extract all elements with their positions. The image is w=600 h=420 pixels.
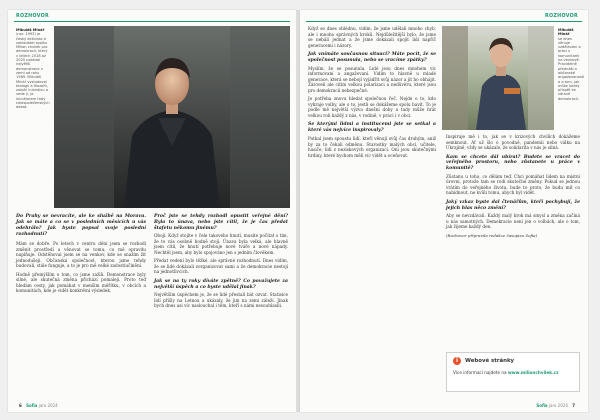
header-rule: [306, 21, 582, 22]
outdoor-photo: [442, 26, 554, 130]
left-col-1: [16, 214, 146, 402]
left-col-2: [154, 214, 288, 402]
info-icon: i: [453, 357, 461, 365]
outdoor-image: [442, 26, 554, 130]
answer-paragraph: Obojí. Když stojíte v čele takového hnutí, musíte počítat s tím, že to vás osobně hodně stojí. Únava byla velká, ale hlavně jsem cítil, že hnutí potřebuje nové tváře a nové nápady. Nechtěl jsem, aby bylo spojováno jen s jedním člověkem.: [154, 233, 290, 255]
answer-paragraph: Myslím, že se posunula. Lidé jsou dnes mnohem víc informovaní a angažovaní. Vidím to hlavně u mladé generace, která se nebojí vyjádřit svůj názor a jít ho obhájit. Zároveň ale cítím velkou polarizaci a nedůvěru, které jsou pro demokracii nebezpečné.: [308, 65, 438, 93]
caption-body: (nar. 1993) je český aktivista a zakladatel spolku Milion chvilek pro demokracii, který v letech 2018 až 2020 pořádal největší demonstrace v zemi od roku 1989. Mikuláš Minář vystudoval teologii a filozofii, založil iniciativu a vede ji, je iniciátorem řady celospolečenských debat.: [16, 32, 50, 110]
header-rule: [14, 21, 290, 22]
right-col-1: [308, 26, 436, 402]
section-tag: ROZHOVOR: [16, 14, 50, 19]
answer-paragraph: Zůstanu u toho, co dělám teď. Chci pomáhat lidem na místní úrovni, protože tam se rodí skutečné změny. Pokud se jednou vrátím do veřejného života, bude to proto, že budu mít co nabídnout, ne kvůli tomu, abych byl vidět.: [446, 173, 582, 196]
info-body: [453, 370, 573, 375]
caption-name: Mikuláš Minář: [16, 28, 45, 32]
issue-date: jaro 2024: [38, 403, 58, 408]
left-page: [8, 10, 296, 412]
answer-paragraph: Potkal jsem spoustu lidí, kteří věnují svůj čas druhým, aniž by za to čekali odměnu. Starostky malých obcí, učitele, hasiče, lidi z neziskových organizací. Oni jsou skutečnými hrdiny, které bychom měli víc vidět a oceňovat.: [308, 136, 438, 158]
portrait-photo: [54, 26, 290, 208]
answer-paragraph: Aby se nevzdávali. Každý malý krok má smysl a změna začíná u nás samotných. Demokracie není jen o volbách, ale o tom, jak žijeme každý den.: [446, 213, 582, 230]
page-folio: [536, 403, 578, 408]
issue-date: jaro 2024: [548, 403, 568, 408]
page-folio: [16, 403, 58, 408]
interview-note: (Rozhovor připravila redakce časopisu Sofia): [446, 232, 538, 238]
outdoor-caption: [558, 28, 584, 128]
right-page: [300, 10, 588, 412]
right-col-2: [446, 134, 580, 350]
caption-body: se dnes věnuje vzdělávání a práci s komunitami na venkově. Pravidelně přednáší o občanské angažovanosti a o tom, jak může každý přispět ke zdravé demokracii.: [558, 36, 585, 101]
interview-question: Jak se na ty roky díváte zpětně? Co považujete za největší úspěch a co byste udělal jinak?: [154, 278, 288, 290]
lead-question: Do Prahy se nevracíte, ale ke službě na Moravu. Jak se máte a co se v posledních měsících u vás odehrálo? Jak byste popsal svoje poslední rozhodnutí?: [16, 214, 146, 237]
interview-question: Jaký vzkaz byste dal čtenářům, kteří pochybují, že jejich hlas něco změní?: [446, 199, 580, 211]
magazine-name: Sofia: [26, 403, 38, 408]
page-number: 7: [572, 403, 575, 408]
portrait-caption: [16, 28, 50, 208]
interview-question: Se kterými lidmi a institucemi jste se setkal a které vás nejvíce inspirovaly?: [308, 122, 436, 134]
interview-question: Proč jste se tehdy rozhodl opustit veřejné dění? Byla to únava, nebo jste cítil, že je čas předat štafetu někomu jinému?: [154, 214, 288, 231]
info-link[interactable]: www.milionchvilek.cz: [507, 370, 559, 375]
answer-paragraph: Mám se dobře. Po letech v centru dění jsem se rozhodl změnit prostředí a věnovat se tomu, co mě opravdu naplňuje. Odstěhoval jsem se na venkov, kde se snažím žít jednodušeji. Občanská společnost, kterou jsme tehdy budovali, stále funguje, a to je pro mě velké zadostiučinění.: [16, 241, 148, 268]
answer-paragraph: Je potřeba znovu hledat společnou řeč. Nejde o to, kdo vyhraje volby, ale o to, jestli se dokážeme spolu bavit. To je podle mě největší výzva dnešní doby a tady může hrát velkou roli každý z nás, v rodině, v práci i v obci.: [308, 96, 438, 118]
portrait-image: [54, 26, 290, 208]
answer-paragraph: Hodně přemýšlím o tom, co jsme zažili. Demonstrace byly silné, ale skutečná změna přichází pomaleji. Proto teď hledám cesty, jak pomáhat v menším měřítku, v obcích a komunitách, kde je vidět konkrétní výsledek.: [16, 271, 148, 293]
answer-paragraph: Největším úspěchem je, že se lidé přestali bát ozvat. Statisíce lidí přišly na Letnou a ukázaly, že jim na zemi záleží. Jinak bych dnes asi víc naslouchal i těm, kteří s námi nesouhlasili.: [154, 292, 290, 309]
section-tag: ROZHOVOR: [544, 14, 578, 19]
page-number: 6: [19, 403, 22, 408]
info-box: [446, 352, 580, 392]
magazine-name: Sofia: [536, 403, 548, 408]
interview-question: Jak vnímáte současnou situaci? Máte pocit, že se společnost posunula, nebo se vracíme zpátky?: [308, 52, 436, 63]
info-text: Více informací najdete na: [453, 370, 507, 375]
answer-paragraph: Když se dnes ohlédnu, vidím, že jsme udělali mnoho chyb, ale i mnoho správných kroků. Nejdůležitější bylo, že jsme se nebáli jednat a že jsme dokázali spojit lidi napříč generacemi i názory.: [308, 26, 438, 48]
info-header: [453, 357, 573, 365]
info-title: Webové stránky: [465, 358, 515, 364]
answer-paragraph: Inspiruje mě i to, jak se v krizových chvílích dokážeme semknout. Ať už šlo o povodně, pandemii nebo válku na Ukrajině, vždy se ukázalo, že solidarita v nás je silná.: [446, 134, 582, 150]
caption-name: Mikuláš Minář: [558, 28, 574, 37]
interview-question: Kam se chcete dál ubírat? Budete se vracet do veřejného prostoru, nebo zůstanete u práce v komunitě?: [446, 154, 580, 172]
answer-paragraph: Předat vedení bylo těžké, ale správné rozhodnutí. Dnes vidím, že se lidé dokázali zorganizovat sami a že demokracie nestojí na jednotlivcích.: [154, 258, 290, 275]
